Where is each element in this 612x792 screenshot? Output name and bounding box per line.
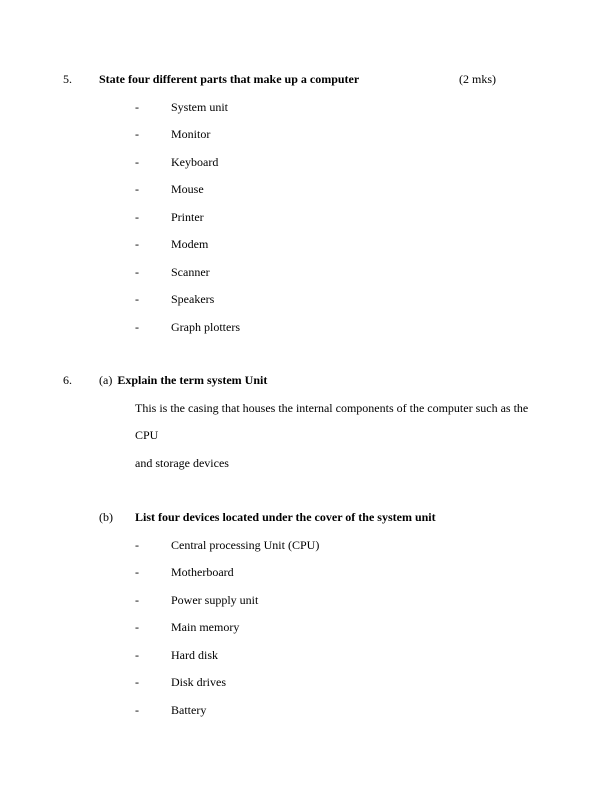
question-6-number: 6. [63, 373, 72, 387]
question-5-number: 5. [63, 72, 72, 86]
question-6a-header [63, 367, 549, 395]
answer-line: and storage devices [135, 455, 229, 470]
answer-item [135, 204, 549, 232]
dash-bullet: - [135, 209, 139, 224]
answer-text: Main memory [171, 620, 240, 634]
dash-bullet: - [135, 647, 139, 662]
answer-text: Motherboard [171, 565, 234, 579]
answer-item [135, 94, 549, 122]
dash-bullet: - [135, 99, 139, 114]
answer-item [135, 314, 549, 342]
question-6b-label: (b) [99, 510, 113, 524]
answer-text: Battery [171, 702, 207, 717]
answer-text: Disk drives [171, 675, 226, 689]
dash-bullet: - [135, 565, 139, 579]
answer-item [135, 559, 549, 587]
dash-bullet: - [135, 237, 139, 251]
answer-text: Modem [171, 237, 209, 251]
question-5-header [63, 66, 549, 94]
answer-item [135, 121, 549, 149]
question-6a-label: (a) [99, 373, 113, 387]
answer-text: Monitor [171, 127, 211, 141]
answer-item [135, 149, 549, 177]
question-6b-answers [135, 532, 549, 725]
answer-text: System unit [171, 99, 229, 114]
question-6b-header [63, 504, 549, 532]
question-5-text: State four different parts that make up a computer [99, 72, 360, 86]
dash-bullet: - [135, 264, 139, 279]
question-6b-text: List four devices located under the cover of the system unit [135, 510, 436, 524]
question-6a-answer [135, 395, 549, 478]
answer-item [135, 697, 549, 725]
answer-item [135, 231, 549, 259]
dash-bullet: - [135, 675, 139, 689]
question-6b-number-spacer [63, 504, 99, 532]
answer-text: Scanner [171, 264, 210, 279]
dash-bullet: - [135, 292, 139, 306]
answer-item [135, 286, 549, 314]
answer-text: Central processing Unit (CPU) [171, 537, 320, 552]
dash-bullet: - [135, 620, 139, 634]
dash-bullet: - [135, 154, 139, 169]
answer-item [135, 176, 549, 204]
dash-bullet: - [135, 182, 139, 196]
question-6a-text-wrap [99, 367, 267, 395]
answer-text: Hard disk [171, 647, 218, 662]
answer-line: This is the casing that houses the internal components of the computer such as the CPU [135, 400, 529, 442]
answer-item [135, 587, 549, 615]
dash-bullet: - [135, 537, 139, 552]
question-5 [63, 66, 549, 341]
answer-item [135, 614, 549, 642]
answer-text: Printer [171, 209, 204, 224]
dash-bullet: - [135, 702, 139, 717]
answer-text: Keyboard [171, 154, 219, 169]
question-5-answers [135, 94, 549, 342]
dash-bullet: - [135, 592, 139, 607]
answer-text: Graph plotters [171, 319, 240, 334]
dash-bullet: - [135, 127, 139, 141]
answer-text: Power supply unit [171, 592, 259, 607]
question-5-marks: (2 mks) [459, 72, 496, 86]
answer-item [135, 532, 549, 560]
question-6a-text: Explain the term system Unit [117, 373, 268, 387]
dash-bullet: - [135, 319, 139, 334]
answer-text: Mouse [171, 182, 204, 196]
answer-item [135, 642, 549, 670]
answer-item [135, 669, 549, 697]
answer-text: Speakers [171, 292, 215, 306]
answer-item [135, 259, 549, 287]
question-6 [63, 367, 549, 724]
